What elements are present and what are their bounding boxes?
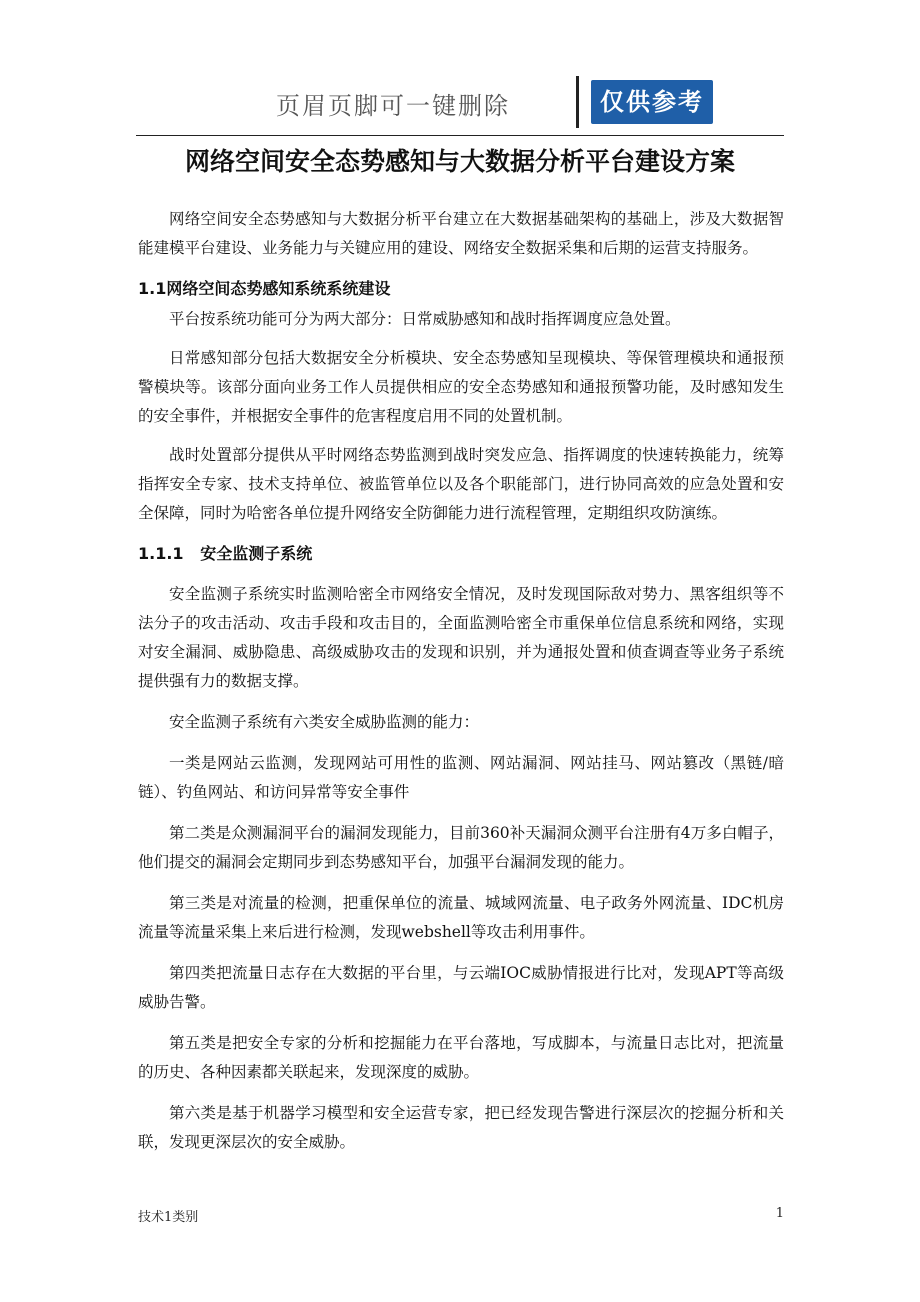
header-divider [576,76,579,128]
paragraph: 安全监测子系统有六类安全威胁监测的能力： [169,713,480,731]
page-number: 1 [775,1206,784,1221]
paragraph: 第四类把流量日志存在大数据的平台里，与云端IOC威胁情报进行比对，发现APT等高级威胁告警。 [138,964,784,1011]
paragraph: 第五类是把安全专家的分析和挖掘能力在平台落地，写成脚本，与流量日志比对，把流量的历史、各种因素都关联起来，发现深度的威胁。 [138,1034,784,1081]
page-header [136,72,784,134]
section-heading-1-1-1: 1.1.1 安全监测子系统 [138,544,313,563]
paragraph: 平台按系统功能可分为两大部分：日常威胁感知和战时指挥调度应急处置。 [169,310,681,328]
paragraph: 一类是网站云监测，发现网站可用性的监测、网站漏洞、网站挂马、网站篡改（黑链/暗链）、钓鱼网站、和访问异常等安全事件 [138,754,784,801]
header-rule [136,135,784,136]
paragraph: 日常感知部分包括大数据安全分析模块、安全态势感知呈现模块、等保管理模块和通报预警模块等。该部分面向业务工作人员提供相应的安全态势感知和通报预警功能，及时感知发生的安全事件，并根据安全事件的危害程度启用不同的处置机制。 [138,349,784,425]
header-text: 页眉页脚可一键删除 [276,92,510,120]
document-title: 网络空间安全态势感知与大数据分析平台建设方案 [184,147,735,176]
header-badge: 仅供参考 [591,80,713,124]
paragraph: 第六类是基于机器学习模型和安全运营专家，把已经发现告警进行深层次的挖掘分析和关联，发现更深层次的安全威胁。 [138,1104,784,1151]
intro-paragraph: 网络空间安全态势感知与大数据分析平台建立在大数据基础架构的基础上，涉及大数据智能建模平台建设、业务能力与关键应用的建设、网络安全数据采集和后期的运营支持服务。 [138,210,784,257]
paragraph: 战时处置部分提供从平时网络态势监测到战时突发应急、指挥调度的快速转换能力，统筹指挥安全专家、技术支持单位、被监管单位以及各个职能部门，进行协同高效的应急处置和安全保障，同时为哈密各单位提升网络安全防御能力进行流程管理，定期组织攻防演练。 [138,446,784,522]
paragraph: 第二类是众测漏洞平台的漏洞发现能力，目前360补天漏洞众测平台注册有4万多白帽子，他们提交的漏洞会定期同步到态势感知平台，加强平台漏洞发现的能力。 [138,824,784,871]
page-footer [138,1206,784,1230]
paragraph: 安全监测子系统实时监测哈密全市网络安全情况，及时发现国际敌对势力、黑客组织等不法分子的攻击活动、攻击手段和攻击目的，全面监测哈密全市重保单位信息系统和网络，实现对安全漏洞、威胁隐患、高级威胁攻击的发现和识别，并为通报处置和侦查调查等业务子系统提供强有力的数据支撑。 [138,585,784,690]
paragraph: 第三类是对流量的检测，把重保单位的流量、城域网流量、电子政务外网流量、IDC机房流量等流量采集上来后进行检测，发现webshell等攻击利用事件。 [138,894,784,941]
document-body [138,205,784,1157]
footer-category: 技术1类别 [138,1210,199,1225]
section-heading-1-1: 1.1网络空间态势感知系统系统建设 [138,279,391,298]
